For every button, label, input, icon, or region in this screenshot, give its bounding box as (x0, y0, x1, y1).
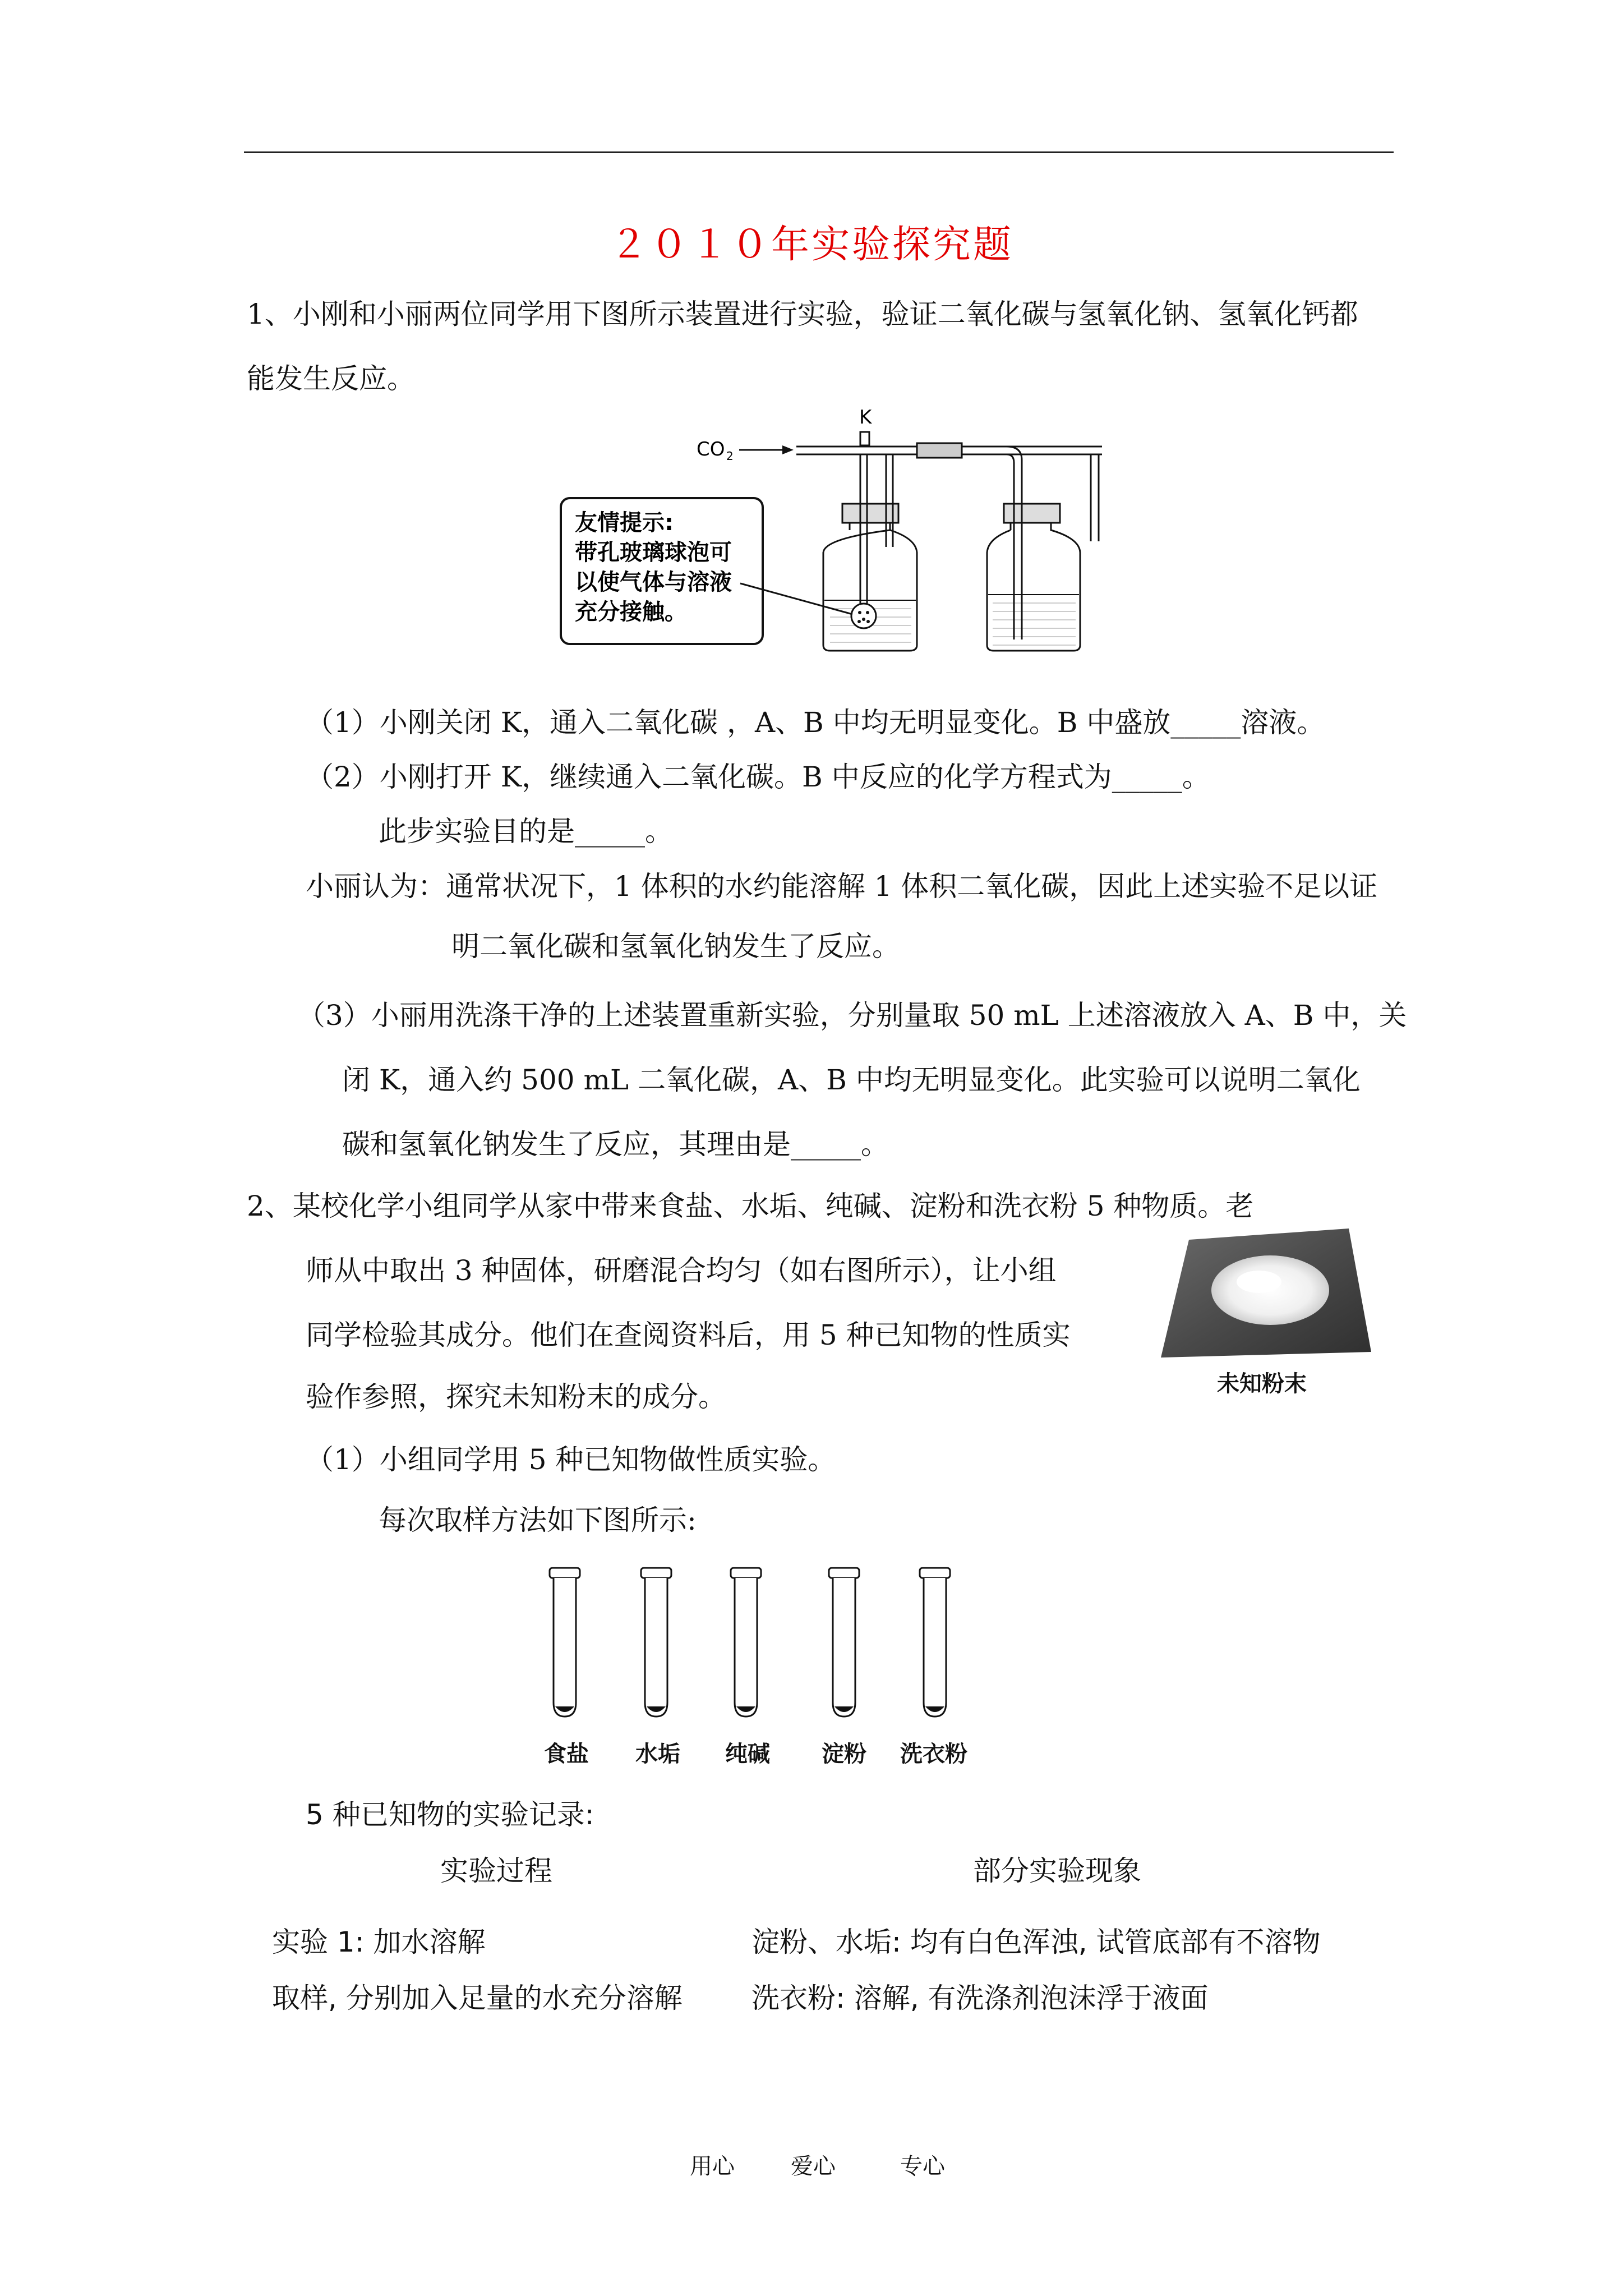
page-title: ２０１０年实验探究题 (609, 223, 1013, 267)
footer-item-1: 用心 (690, 2154, 735, 2179)
test-tubes-figure (538, 1565, 976, 1722)
co2-subscript: 2 (726, 449, 734, 463)
footer-item-2: 爱心 (791, 2154, 836, 2179)
tube-label-starch: 淀粉 (822, 1741, 866, 1767)
valve-k-label: K (859, 406, 872, 429)
table-header-phenomena: 部分实验现象 (973, 1855, 1141, 1887)
q2-step1: （1）小组同学用 5 种已知物做性质实验。 (306, 1443, 836, 1476)
co2-apparatus-figure (555, 404, 1110, 656)
powder-caption: 未知粉末 (1217, 1371, 1307, 1397)
test-tube-1 (550, 1568, 580, 1717)
q1-part1: （1）小刚关闭 K，通入二氧化碳 ，A、B 中均无明显变化。B 中盛放_____溶液。 (306, 706, 1325, 739)
q1-stem-line1: 1、小刚和小丽两位同学用下图所示装置进行实验，验证二氧化碳与氢氧化钠、氢氧化钙都 (247, 298, 1358, 330)
q2-line4: 验作参照，探究未知粉末的成分。 (306, 1381, 726, 1413)
valve-k (860, 432, 869, 445)
table-row1-phenomena: 淀粉、水垢: 均有白色浑浊, 试管底部有不溶物 (751, 1926, 1321, 1958)
q1-xiaoli-line2: 明二氧化碳和氢氧化钠发生了反应。 (451, 930, 900, 963)
hint-line-3: 以使气体与溶液 (575, 569, 732, 595)
header-rule (244, 151, 1394, 153)
test-tube-5 (920, 1568, 950, 1717)
q1-part2: （2）小刚打开 K，继续通入二氧化碳。B 中反应的化学方程式为_____。 (306, 761, 1210, 793)
test-tube-2 (641, 1568, 671, 1717)
bottle-b (987, 447, 1102, 651)
table-row2-phenomena: 洗衣粉: 溶解, 有洗涤剂泡沫浮于液面 (751, 1982, 1209, 2014)
table-header-process: 实验过程 (440, 1855, 552, 1887)
q1-stem-line2: 能发生反应。 (247, 362, 415, 395)
q2-sampling-note: 每次取样方法如下图所示: (379, 1504, 697, 1536)
hint-line-4: 充分接触。 (575, 599, 687, 625)
footer-item-3: 专心 (900, 2154, 945, 2179)
co2-label: CO (697, 438, 725, 461)
table-row1-process: 实验 1: 加水溶解 (272, 1926, 486, 1958)
q2-line1: 2、某校化学小组同学从家中带来食盐、水垢、纯碱、淀粉和洗衣粉 5 种物质。老 (247, 1190, 1254, 1222)
q2-line2: 师从中取出 3 种固体，研磨混合均匀（如右图所示），让小组 (306, 1254, 1057, 1287)
q1-part3-line1: （3）小丽用洗涤干净的上述装置重新实验，分别量取 50 mL 上述溶液放入 A、B 中，关 (297, 999, 1407, 1032)
test-tube-3 (731, 1568, 761, 1717)
bottle-a (823, 454, 917, 651)
q1-part2-purpose: 此步实验目的是_____。 (379, 815, 673, 848)
hint-line-1: 友情提示: (575, 510, 674, 536)
unknown-powder-image (1161, 1228, 1374, 1374)
q1-xiaoli-line1: 小丽认为：通常状况下，1 体积的水约能溶解 1 体积二氧化碳，因此上述实验不足以证 (306, 870, 1378, 903)
q1-part3-line2: 闭 K，通入约 500 mL 二氧化碳，A、B 中均无明显变化。此实验可以说明二氧化 (342, 1064, 1361, 1096)
q2-line3: 同学检验其成分。他们在查阅资料后，用 5 种已知物的性质实 (306, 1319, 1071, 1351)
tube-label-soda: 纯碱 (725, 1741, 770, 1767)
test-tube-4 (829, 1568, 859, 1717)
tube-label-detergent: 洗衣粉 (900, 1741, 967, 1767)
hint-line-2: 带孔玻璃球泡可 (575, 540, 732, 565)
tube-label-salt: 食盐 (544, 1741, 589, 1767)
gas-bulb (851, 604, 876, 628)
q1-part3-line3: 碳和氢氧化钠发生了反应，其理由是_____。 (342, 1128, 889, 1161)
table-row2-process: 取样, 分别加入足量的水充分溶解 (272, 1982, 683, 2014)
q2-record-title: 5 种已知物的实验记录: (306, 1798, 594, 1831)
tube-label-scale: 水垢 (635, 1741, 680, 1767)
